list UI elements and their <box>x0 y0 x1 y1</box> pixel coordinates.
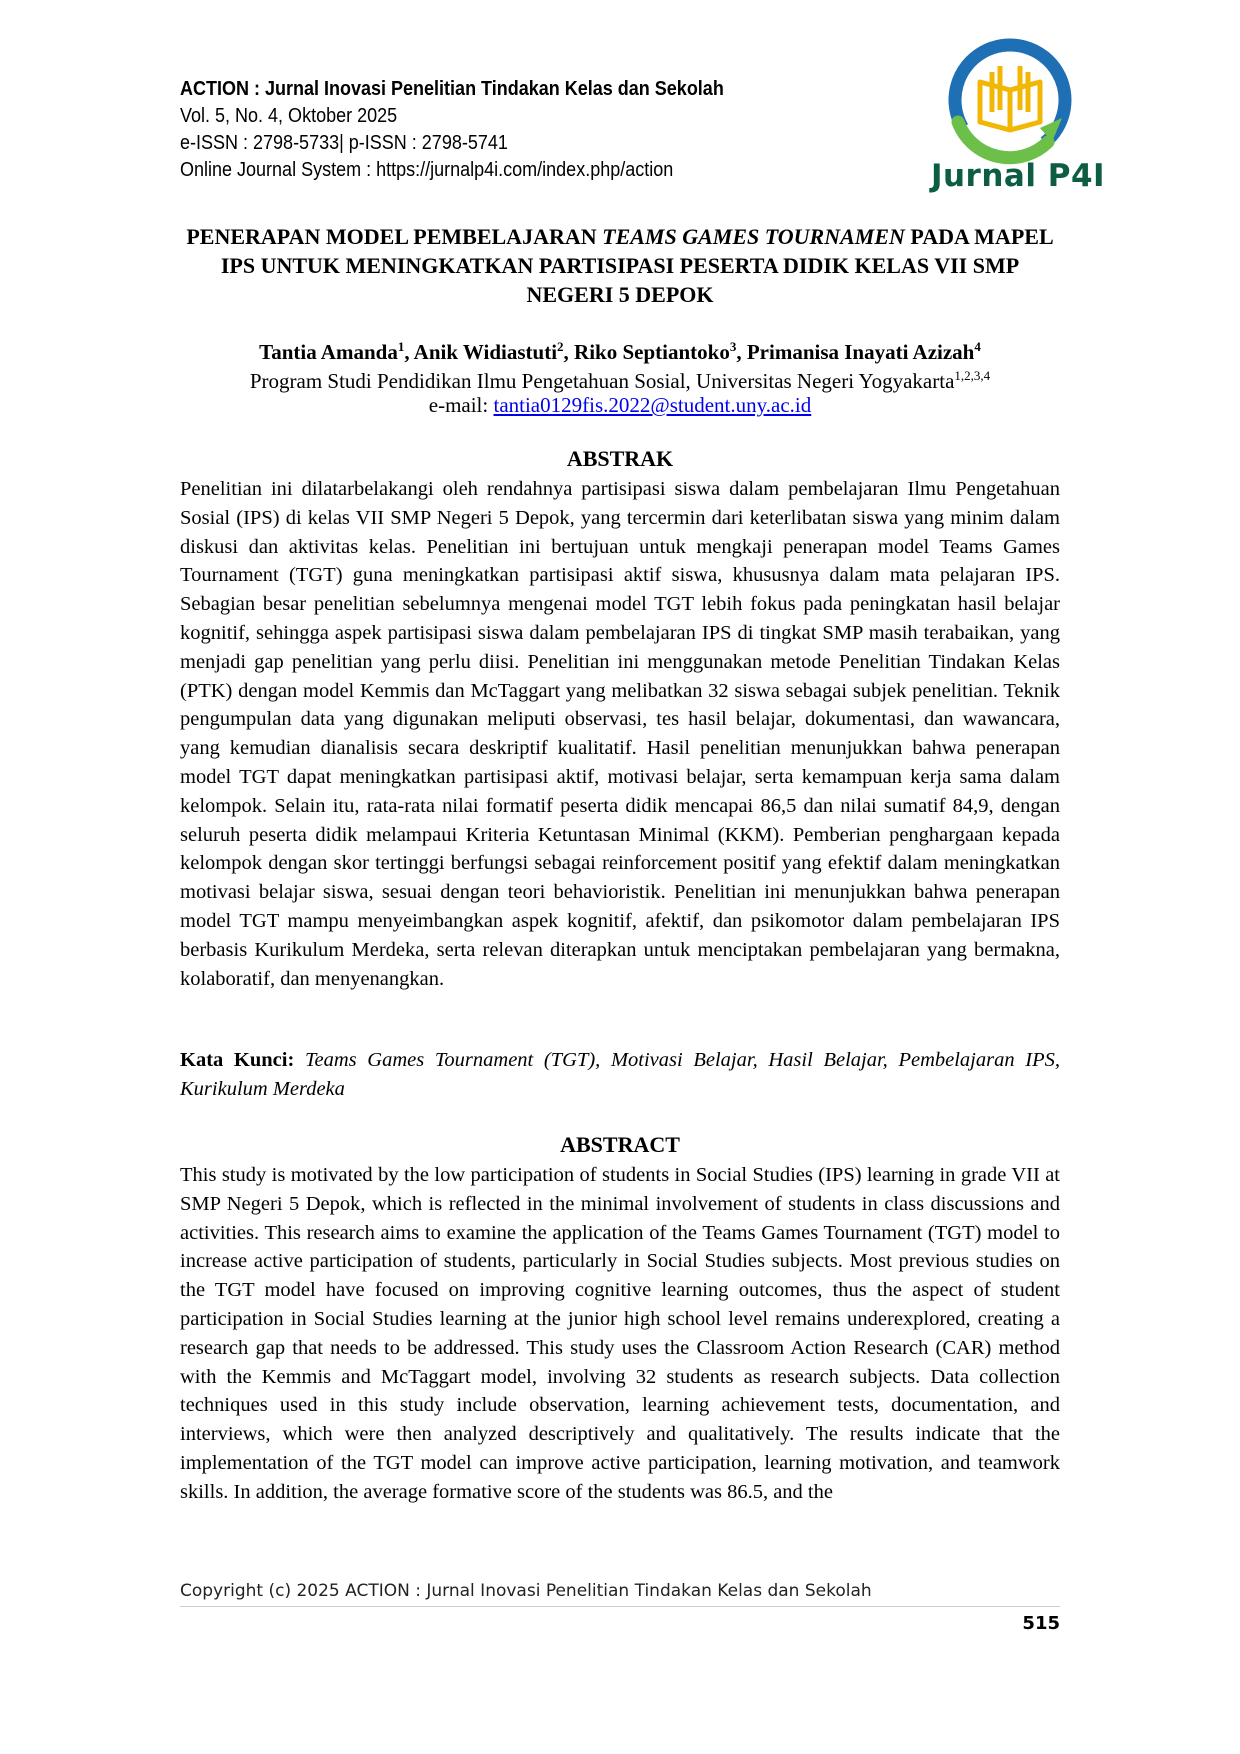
journal-issn: e-ISSN : 2798-5733| p-ISSN : 2798-5741 <box>180 132 508 154</box>
paper-title <box>180 222 1060 309</box>
author-name: Primanisa Inayati Azizah <box>746 340 975 364</box>
email-line <box>180 391 1060 419</box>
footer-divider <box>180 1606 1060 1607</box>
journal-volume: Vol. 5, No. 4, Oktober 2025 <box>180 105 398 127</box>
author-name: Riko Septiantoko <box>574 340 730 364</box>
abstrak-body: Penelitian ini dilatarbelakangi oleh rendahnya partisipasi siswa dalam pembelajaran Ilmu Pengetahuan Sosial (IPS) di kelas VII SMP Negeri 5 Depok, yang tercermin dari keterlibatan siswa yang minim dalam diskusi dan aktivitas kelas. Penelitian ini bertujuan untuk mengkaji penerapan model Teams Games Tournament (TGT) guna meningkatkan partisipasi aktif siswa, khususnya dalam mata pelajaran IPS. Sebagian besar penelitian sebelumnya mengenai model TGT lebih fokus pada peningkatan hasil belajar kognitif, sehingga aspek partisipasi siswa dalam pembelajaran IPS di tingkat SMP masih terabaikan, yang menjadi gap penelitian yang perlu diisi. Penelitian ini menggunakan metode Penelitian Tindakan Kelas (PTK) dengan model Kemmis dan McTaggart yang melibatkan 32 siswa sebagai subjek penelitian. Teknik pengumpulan data yang digunakan meliputi observasi, tes hasil belajar, dokumentasi, dan wawancara, yang kemudian dianalisis secara deskriptif kualitatif. Hasil penelitian menunjukkan bahwa penerapan model TGT dapat meningkatkan partisipasi aktif, motivasi belajar, serta kemampuan kerja sama dalam kelompok. Selain itu, rata-rata nilai formatif peserta didik mencapai 86,5 dan nilai sumatif 84,9, dengan seluruh peserta didik melampaui Kriteria Ketuntasan Minimal (KKM). Pemberian penghargaan kepada kelompok dengan skor tertinggi berfungsi sebagai reinforcement positif yang efektif dalam meningkatkan motivasi belajar siswa, sesuai dengan teori behavioristik. Penelitian ini menunjukkan bahwa penerapan model TGT mampu menyeimbangkan aspek kognitif, afektif, dan psikomotor dalam pembelajaran IPS berbasis Kurikulum Merdeka, serta relevan diterapkan untuk menciptakan pembelajaran yang bermakna, kolaboratif, dan menyenangkan. <box>180 478 1060 990</box>
author-name: Anik Widiastuti <box>413 340 558 364</box>
affiliation-sup: 1,2,3,4 <box>954 368 991 383</box>
journal-header <box>180 76 828 184</box>
page-number: 515 <box>1022 1613 1060 1634</box>
journal-ojs-url: Online Journal System : https://jurnalp4i.com/index.php/action <box>180 159 674 181</box>
abstrak-heading: ABSTRAK <box>566 446 674 471</box>
author-sup: 4 <box>974 339 981 354</box>
title-part1: PENERAPAN MODEL PEMBELAJARAN <box>186 224 603 249</box>
title-italic: TEAMS GAMES TOURNAMEN <box>602 224 905 249</box>
abstract-heading: ABSTRACT <box>560 1132 680 1157</box>
journal-title: ACTION : Jurnal Inovasi Penelitian Tindakan Kelas dan Sekolah <box>180 78 724 100</box>
abstract-body: This study is motivated by the low participation of students in Social Studies (IPS) learning in grade VII at SMP Negeri 5 Depok, which is reflected in the minimal involvement of students in class discussions and activities. This research aims to examine the application of the Teams Games Tournament (TGT) model to increase active participation of students, particularly in Social Studies subjects. Most previous studies on the TGT model have focused on improving cognitive learning outcomes, thus the aspect of student participation in Social Studies learning at the junior high school level remains underexplored, creating a research gap that needs to be addressed. This study uses the Classroom Action Research (CAR) method with the Kemmis and McTaggart model, involving 32 students as research subjects. Data collection techniques used in this study include observation, learning achievement tests, documentation, and interviews, which were then analyzed descriptively and qualitatively. The results indicate that the implementation of the TGT model can improve active participation, learning motivation, and teamwork skills. In addition, the average formative score of the students was 86.5, and the <box>180 1164 1060 1503</box>
email-label: e-mail: <box>428 393 494 417</box>
author-sup: 1 <box>397 339 405 354</box>
logo-text: Jurnal P4I <box>930 158 1106 194</box>
title-part2: PADA MAPEL IPS UNTUK MENINGKATKAN PARTISIPASI PESERTA DIDIK KELAS VII SMP NEGERI 5 DEPOK <box>220 224 1054 307</box>
book-icon <box>980 66 1040 130</box>
footer-copyright: Copyright (c) 2025 ACTION : Jurnal Inovasi Penelitian Tindakan Kelas dan Sekolah <box>180 1581 872 1601</box>
email-link[interactable]: tantia0129fis.2022@student.uny.ac.id <box>493 393 812 417</box>
author-sep: , <box>404 340 414 364</box>
keywords-text: Teams Games Tournament (TGT), Motivasi Belajar, Hasil Belajar, Pembelajaran IPS, Kurikulum Merdeka <box>180 1049 1060 1100</box>
keywords <box>180 1046 1060 1104</box>
author-sup: 3 <box>729 339 737 354</box>
author-sep: , <box>563 340 575 364</box>
author-sep: , <box>736 340 747 364</box>
affiliation-text: Program Studi Pendidikan Ilmu Pengetahuan Sosial, Universitas Negeri Yogyakarta <box>249 369 955 393</box>
author-name: Tantia Amanda <box>259 340 398 364</box>
keywords-label: Kata Kunci: <box>180 1049 295 1071</box>
author-sup: 2 <box>557 339 564 354</box>
